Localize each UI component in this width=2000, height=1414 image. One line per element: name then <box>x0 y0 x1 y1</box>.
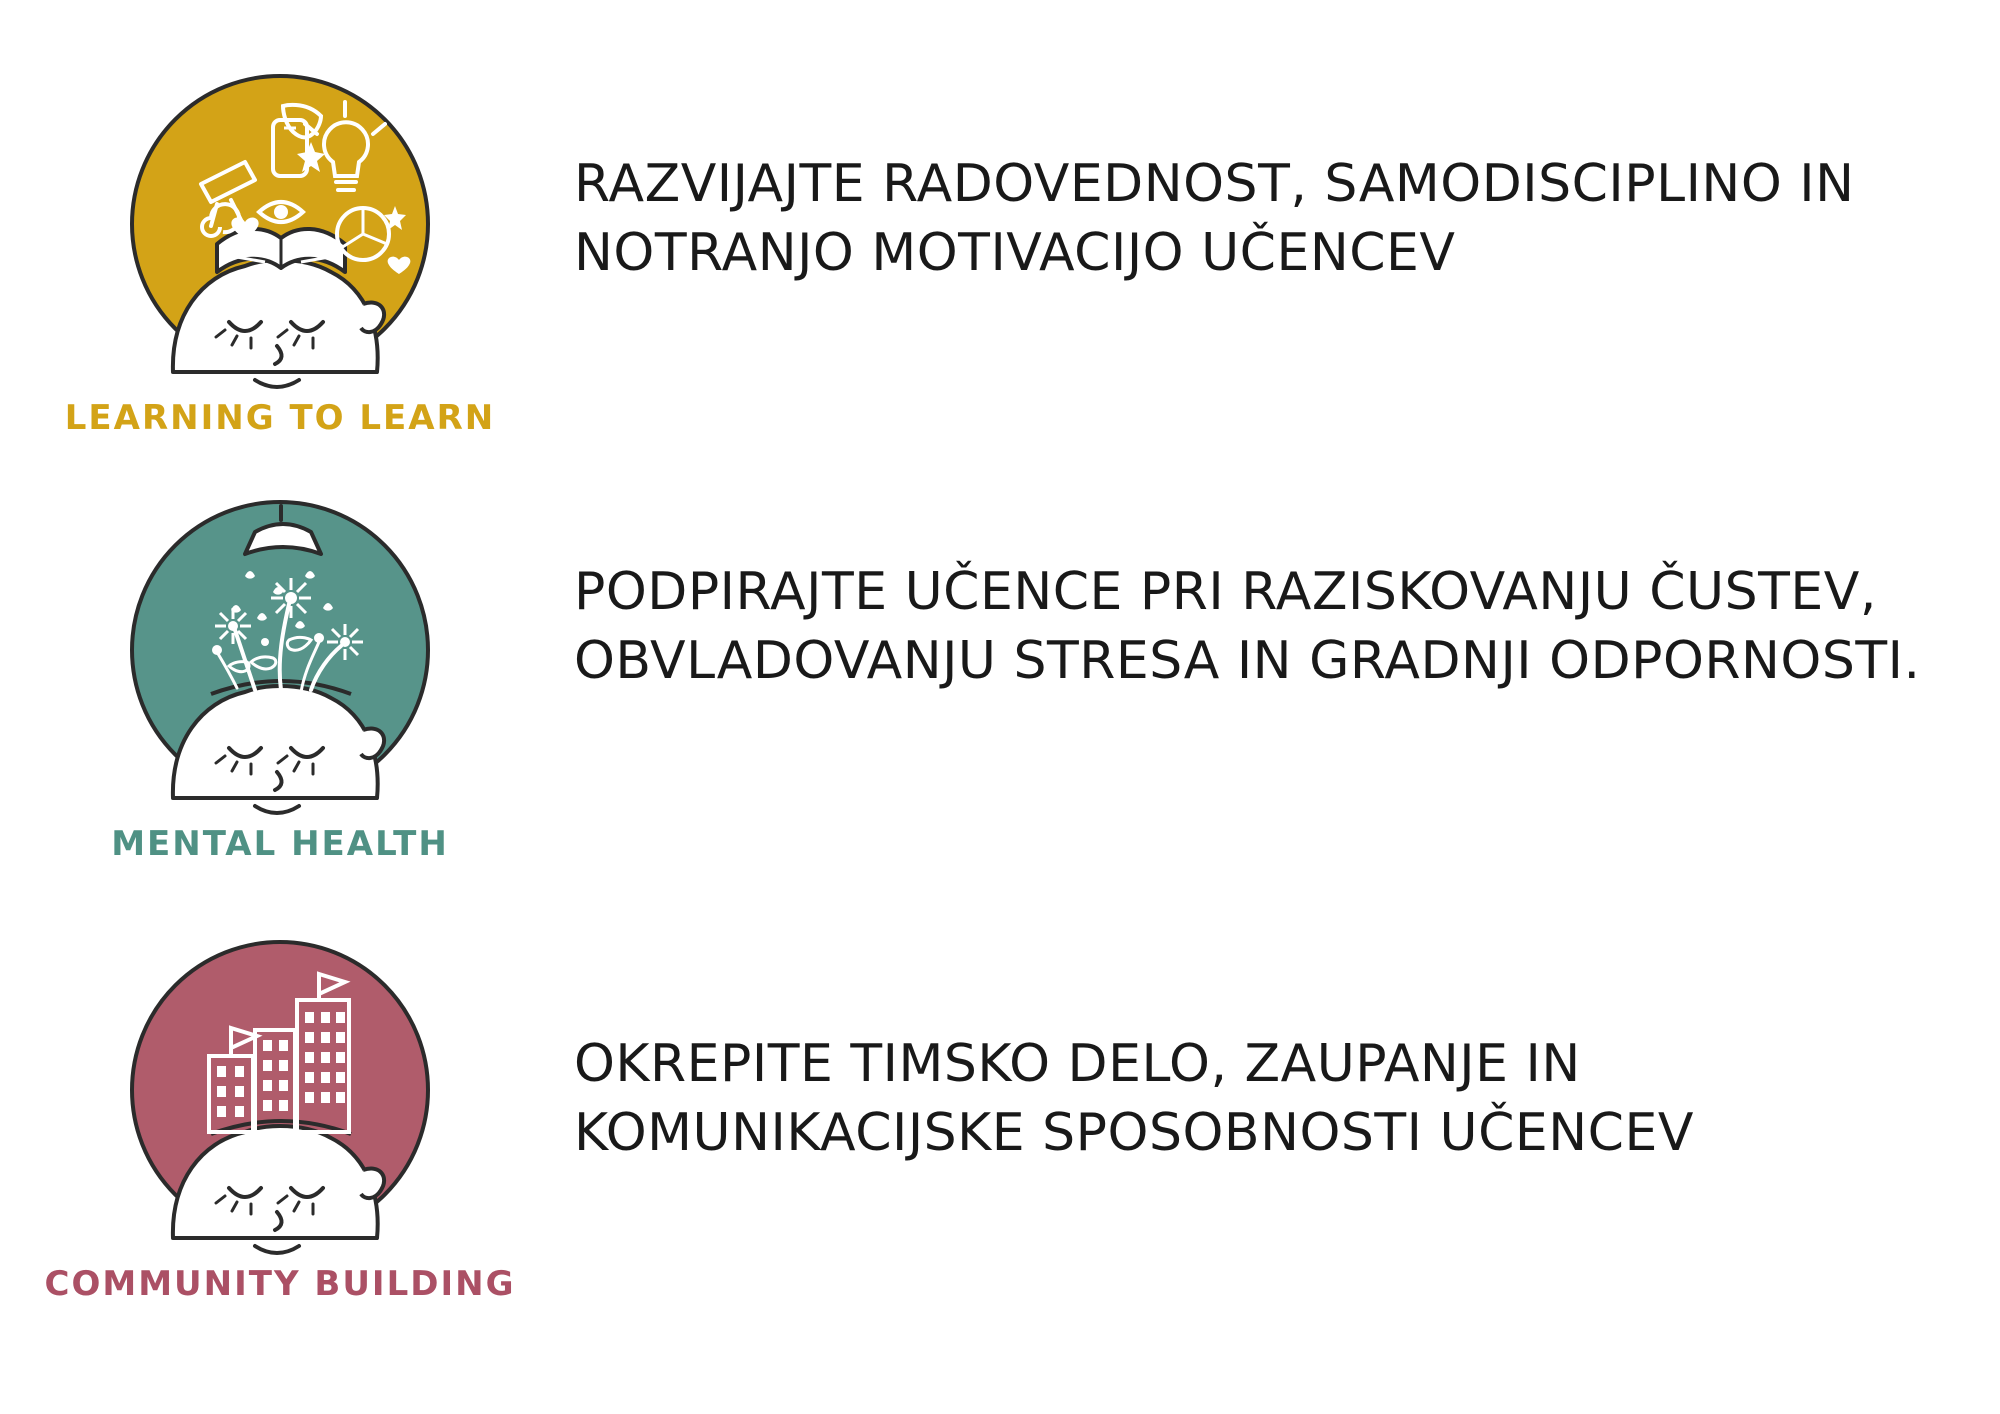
text-column-community <box>560 920 2000 1167</box>
icon-column-learning <box>0 54 560 438</box>
section-learning-to-learn <box>0 54 2000 438</box>
icon-column-mental <box>0 480 560 864</box>
section-community-building <box>0 920 2000 1304</box>
description-learning: RAZVIJAJTE RADOVEDNOST, SAMODISCIPLINO IN NOTRANJO MOTIVACIJO UČENCEV <box>574 154 1855 283</box>
text-column-mental <box>560 480 2000 695</box>
badge-community-building <box>105 920 455 1270</box>
head-with-ideas-icon <box>105 54 455 404</box>
icon-column-community <box>0 920 560 1304</box>
badge-caption-mental: MENTAL HEALTH <box>111 824 449 864</box>
section-mental-health <box>0 480 2000 864</box>
description-mental: PODPIRAJTE UČENCE PRI RAZISKOVANJU ČUSTEV, OBVLADOVANJU STRESA IN GRADNJI ODPORNOSTI. <box>574 562 1921 691</box>
text-column-learning <box>560 54 2000 287</box>
badge-learning-to-learn <box>105 54 455 404</box>
head-with-flowers-watering-icon <box>105 480 455 830</box>
badge-caption-learning: LEARNING TO LEARN <box>64 398 496 438</box>
description-community: OKREPITE TIMSKO DELO, ZAUPANJE IN KOMUNIKACIJSKE SPOSOBNOSTI UČENCEV <box>574 1034 1694 1163</box>
badge-caption-community: COMMUNITY BUILDING <box>44 1264 516 1304</box>
badge-mental-health <box>105 480 455 830</box>
head-with-buildings-icon <box>105 920 455 1270</box>
